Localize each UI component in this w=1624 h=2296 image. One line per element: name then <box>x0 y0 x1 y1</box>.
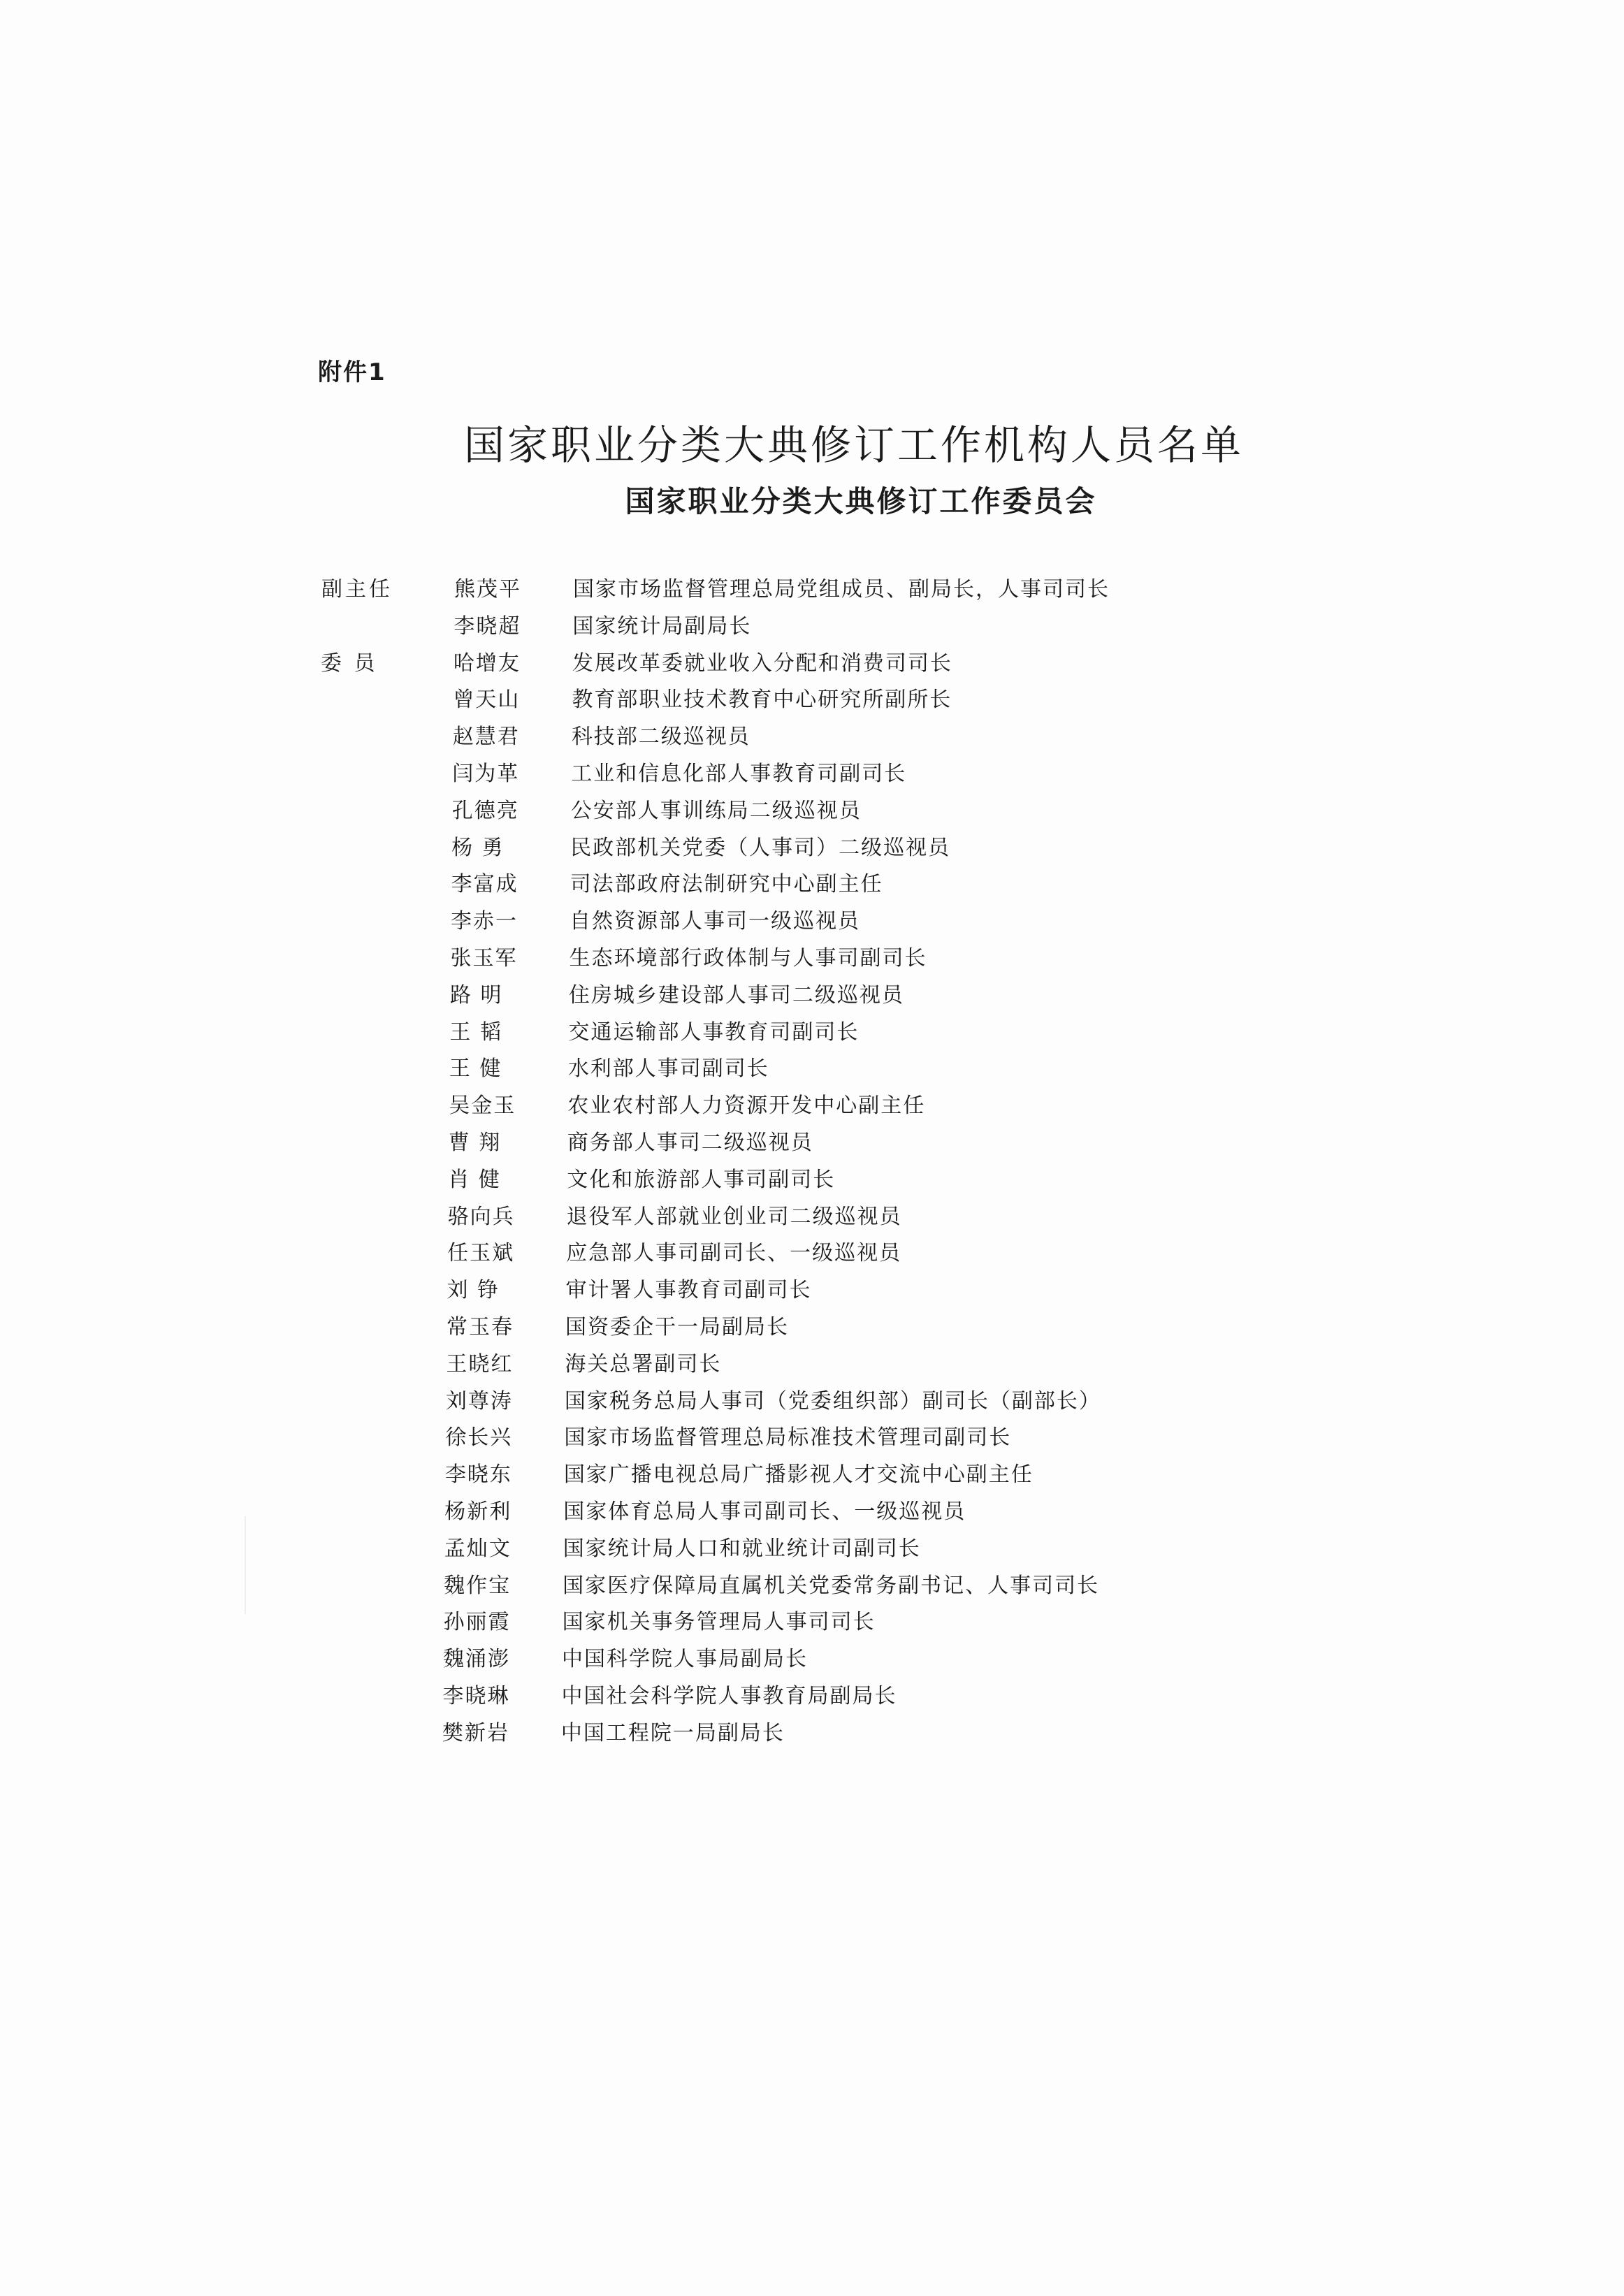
member-role: 委 员 <box>320 651 378 676</box>
member-position: 文化和旅游部人事司副司长 <box>567 1167 836 1192</box>
member-name: 熊茂平 <box>454 577 521 602</box>
member-position: 退役军人部就业创业司二级巡视员 <box>566 1204 902 1229</box>
roster-row <box>319 756 1370 793</box>
member-name: 张玉军 <box>450 945 518 971</box>
member-position: 农业农村部人力资源开发中心副主任 <box>567 1093 926 1119</box>
member-position: 国家体育总局人事司副司长、一级巡视员 <box>563 1499 966 1524</box>
roster-row <box>315 1199 1370 1236</box>
roster-row <box>318 940 1370 978</box>
member-position: 自然资源部人事司一级巡视员 <box>570 909 860 934</box>
member-name: 常玉春 <box>447 1314 514 1339</box>
member-position: 商务部人事司二级巡视员 <box>567 1130 813 1155</box>
member-position: 教育部职业技术教育中心研究所副所长 <box>572 688 952 713</box>
roster-row <box>314 1235 1370 1272</box>
member-position: 水利部人事司副司长 <box>567 1056 769 1082</box>
member-position: 国家市场监督管理总局标准技术管理司副司长 <box>564 1425 1012 1451</box>
member-position: 交通运输部人事教育司副司长 <box>568 1019 860 1045</box>
roster-row <box>321 646 1370 683</box>
member-position: 国家统计局人口和就业统计司副司长 <box>563 1536 921 1561</box>
member-name: 骆向兵 <box>447 1204 515 1229</box>
roster-row <box>312 1457 1370 1494</box>
member-position: 发展改革委就业收入分配和消费司司长 <box>572 651 952 676</box>
member-position: 中国社会科学院人事教育局副局长 <box>561 1683 897 1708</box>
roster-row <box>316 1125 1370 1162</box>
roster-row <box>319 793 1370 830</box>
member-roster <box>321 572 1370 1752</box>
member-position: 科技部二级巡视员 <box>571 725 751 750</box>
member-position: 国家医疗保障局直属机关党委常务副书记、人事司司长 <box>563 1573 1100 1598</box>
member-name: 曹 翔 <box>448 1130 502 1155</box>
member-name: 赵慧君 <box>452 725 520 750</box>
roster-row <box>310 1678 1370 1715</box>
member-position: 住房城乡建设部人事司二级巡视员 <box>568 982 904 1008</box>
member-name: 杨新利 <box>444 1499 512 1524</box>
member-name: 曾天山 <box>453 688 521 713</box>
member-position: 海关总署副司长 <box>565 1351 722 1376</box>
roster-row <box>321 572 1370 609</box>
roster-row <box>312 1420 1370 1457</box>
member-name: 王 健 <box>449 1056 502 1082</box>
member-name: 路 明 <box>449 982 503 1008</box>
member-position: 国家市场监督管理总局党组成员、副局长，人事司司长 <box>573 577 1110 602</box>
member-name: 李晓东 <box>444 1462 512 1488</box>
roster-row <box>320 719 1370 756</box>
roster-row <box>313 1346 1370 1383</box>
member-position: 国资委企干一局副局长 <box>565 1314 789 1339</box>
roster-row <box>310 1715 1370 1752</box>
member-name: 任玉斌 <box>447 1241 515 1266</box>
roster-row <box>310 1641 1370 1678</box>
roster-row <box>317 1015 1370 1052</box>
member-position: 应急部人事司副司长、一级巡视员 <box>566 1241 902 1266</box>
member-name: 李富成 <box>451 872 519 897</box>
member-name: 魏涌澎 <box>443 1647 510 1672</box>
member-name: 王 韬 <box>449 1019 502 1045</box>
member-position: 审计署人事教育司副司长 <box>565 1278 812 1303</box>
member-name: 闫为革 <box>452 761 520 786</box>
scan-artifact-line <box>245 1516 246 1614</box>
member-name: 徐长兴 <box>445 1425 513 1451</box>
roster-row <box>315 1162 1370 1199</box>
member-name: 肖 健 <box>448 1167 501 1192</box>
member-name: 孟灿文 <box>444 1536 512 1561</box>
roster-row <box>317 978 1370 1015</box>
member-name: 孙丽霞 <box>443 1610 511 1635</box>
member-name: 杨 勇 <box>451 835 505 860</box>
roster-row <box>317 1051 1370 1088</box>
member-position: 中国科学院人事局副局长 <box>562 1647 808 1672</box>
member-position: 国家税务总局人事司（党委组织部）副司长（副部长） <box>564 1388 1101 1414</box>
member-role: 副主任 <box>321 577 393 602</box>
attachment-label: 附件1 <box>318 358 386 386</box>
member-position: 工业和信息化部人事教育司副司长 <box>571 761 907 786</box>
roster-row <box>311 1604 1370 1641</box>
member-position: 国家广播电视总局广播影视人才交流中心副主任 <box>563 1462 1034 1488</box>
member-position: 公安部人事训练局二级巡视员 <box>570 798 862 823</box>
member-name: 李晓琳 <box>442 1683 510 1708</box>
member-name: 李晓超 <box>454 613 521 639</box>
roster-row <box>316 1088 1370 1125</box>
member-name: 孔德亮 <box>451 798 519 823</box>
member-name: 樊新岩 <box>442 1720 509 1745</box>
document-title: 国家职业分类大典修订工作机构人员名单 <box>463 421 1244 469</box>
roster-row <box>314 1272 1370 1309</box>
roster-row <box>311 1568 1370 1605</box>
member-name: 李赤一 <box>451 909 518 934</box>
member-position: 中国工程院一局副局长 <box>560 1720 785 1745</box>
member-position: 生态环境部行政体制与人事司副司长 <box>569 945 927 971</box>
member-name: 王晓红 <box>446 1351 514 1376</box>
roster-row <box>314 1309 1370 1346</box>
roster-row <box>320 682 1370 719</box>
member-name: 哈增友 <box>453 651 521 676</box>
member-name: 魏作宝 <box>444 1573 512 1598</box>
roster-row <box>312 1494 1370 1531</box>
roster-row <box>313 1383 1370 1421</box>
member-name: 刘 铮 <box>447 1278 500 1303</box>
member-position: 民政部机关党委（人事司）二级巡视员 <box>570 835 951 860</box>
member-name: 吴金玉 <box>449 1093 516 1119</box>
member-position: 国家机关事务管理局人事司司长 <box>562 1610 876 1635</box>
member-position: 国家统计局副局长 <box>572 613 752 639</box>
committee-title: 国家职业分类大典修订工作委员会 <box>625 484 1097 518</box>
roster-row <box>319 866 1370 903</box>
member-position: 司法部政府法制研究中心副主任 <box>570 872 883 897</box>
roster-row <box>321 609 1370 646</box>
member-name: 刘尊涛 <box>445 1388 513 1414</box>
roster-row <box>312 1531 1370 1568</box>
roster-row <box>318 903 1370 940</box>
roster-row <box>319 830 1370 867</box>
